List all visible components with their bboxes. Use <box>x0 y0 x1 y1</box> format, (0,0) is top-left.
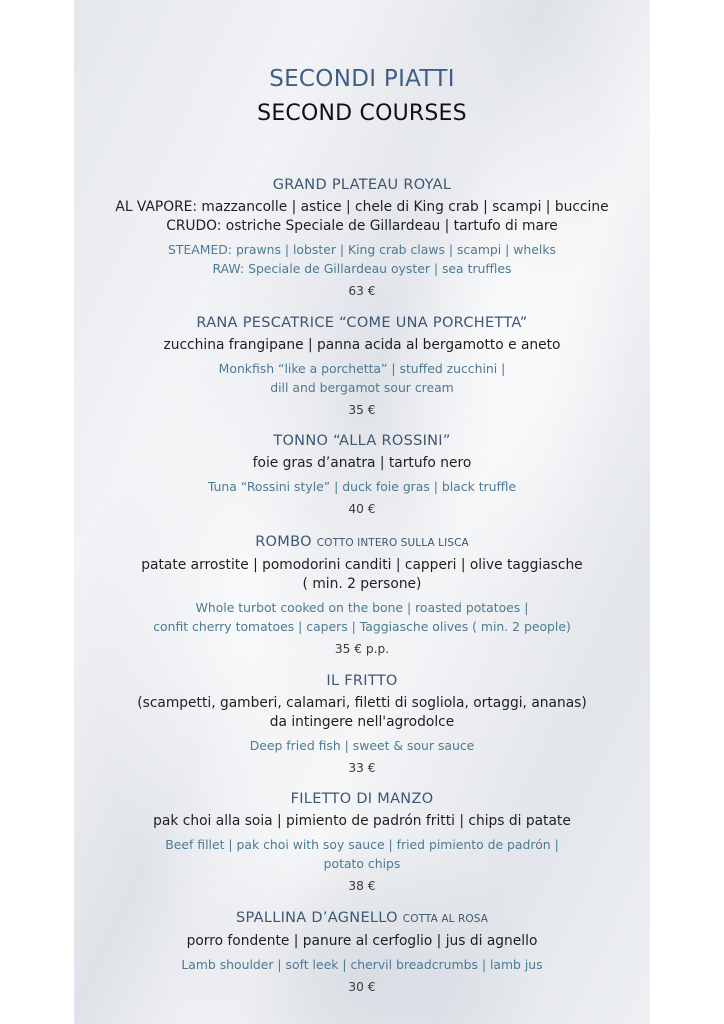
dish-description-english <box>74 477 650 496</box>
dish-name <box>74 908 650 929</box>
description-line: Beef fillet | pak choi with soy sauce | fried pimiento de padrón | <box>165 837 559 852</box>
dish-description-italian <box>74 812 650 831</box>
description-line: Monkfish “like a porchetta” | stuffed zucchini | <box>218 361 506 376</box>
description-line: (scampetti, gamberi, calamari, filetti di sogliola, ortaggi, ananas) <box>137 695 587 711</box>
menu-item-spallina-dagnello <box>74 908 650 996</box>
description-line: RAW: Speciale de Gillardeau oyster | sea truffles <box>212 261 512 276</box>
dish-name: GRAND PLATEAU ROYAL <box>272 177 452 193</box>
dish-name-main: ROMBO <box>255 534 312 550</box>
description-line: pak choi alla soia | pimiento de padrón fritti | chips di patate <box>153 813 571 829</box>
page-title-english: SECOND COURSES <box>257 101 467 126</box>
dish-description-english <box>74 359 650 397</box>
dish-price: 30 € <box>348 980 376 994</box>
description-line: Whole turbot cooked on the bone | roasted potatoes | <box>195 600 529 615</box>
dish-price: 33 € <box>348 761 376 775</box>
description-line: foie gras d’anatra | tartufo nero <box>252 455 472 471</box>
dish-price: 40 € <box>348 502 376 516</box>
dish-description-english <box>74 736 650 755</box>
dish-name: IL FRITTO <box>326 673 398 689</box>
description-line: Deep fried fish | sweet & sour sauce <box>249 738 475 753</box>
description-line: AL VAPORE: mazzancolle | astice | chele di King crab | scampi | buccine <box>115 199 609 215</box>
dish-name-subtitle: COTTO INTERO SULLA LISCA <box>316 537 469 549</box>
description-line: Tuna “Rossini style” | duck foie gras | black truffle <box>207 479 517 494</box>
menu-item-rombo <box>74 532 650 658</box>
dish-name: RANA PESCATRICE “COME UNA PORCHETTA” <box>196 315 528 331</box>
dish-description-english <box>74 240 650 278</box>
dish-description-english <box>74 835 650 873</box>
dish-description-italian <box>74 454 650 473</box>
description-line: zucchina frangipane | panna acida al bergamotto e aneto <box>163 337 561 353</box>
description-line: patate arrostite | pomodorini canditi | capperi | olive taggiasche <box>141 557 583 573</box>
menu-page <box>74 0 650 1024</box>
dish-description-english <box>74 598 650 636</box>
dish-description-italian <box>74 694 650 732</box>
dish-name <box>74 532 650 553</box>
dish-description-italian <box>74 556 650 594</box>
dish-description-italian <box>74 198 650 236</box>
dish-price: 35 € p.p. <box>334 642 390 656</box>
dish-price: 63 € <box>348 284 376 298</box>
description-line: porro fondente | panure al cerfoglio | jus di agnello <box>186 933 538 949</box>
dish-price: 35 € <box>348 403 376 417</box>
menu-item-tonno-alla-rossini <box>74 431 650 518</box>
page-title-italian: SECONDI PIATTI <box>269 66 455 92</box>
dish-description-english <box>74 955 650 974</box>
dish-name: FILETTO DI MANZO <box>290 791 434 807</box>
menu-item-rana-pescatrice <box>74 313 650 419</box>
description-line: dill and bergamot sour cream <box>270 380 454 395</box>
description-line: confit cherry tomatoes | capers | Taggiasche olives ( min. 2 people) <box>153 619 571 634</box>
menu-item-filetto-di-manzo <box>74 789 650 895</box>
description-line: Lamb shoulder | soft leek | chervil breadcrumbs | lamb jus <box>181 957 543 972</box>
description-line: STEAMED: prawns | lobster | King crab claws | scampi | whelks <box>168 242 556 257</box>
dish-name-main: SPALLINA D’AGNELLO <box>235 910 398 926</box>
description-line: potato chips <box>323 856 401 871</box>
dish-description-italian <box>74 932 650 951</box>
dish-price: 38 € <box>348 879 376 893</box>
menu-item-il-fritto <box>74 671 650 777</box>
dish-name-subtitle: COTTA AL ROSA <box>402 913 489 925</box>
description-line: ( min. 2 persone) <box>302 576 422 592</box>
description-line: da intingere nell'agrodolce <box>269 714 455 730</box>
dish-name: TONNO “ALLA ROSSINI” <box>273 433 451 449</box>
menu-item-grand-plateau-royal <box>74 175 650 300</box>
description-line: CRUDO: ostriche Speciale de Gillardeau | tartufo di mare <box>166 218 558 234</box>
dish-description-italian <box>74 336 650 355</box>
